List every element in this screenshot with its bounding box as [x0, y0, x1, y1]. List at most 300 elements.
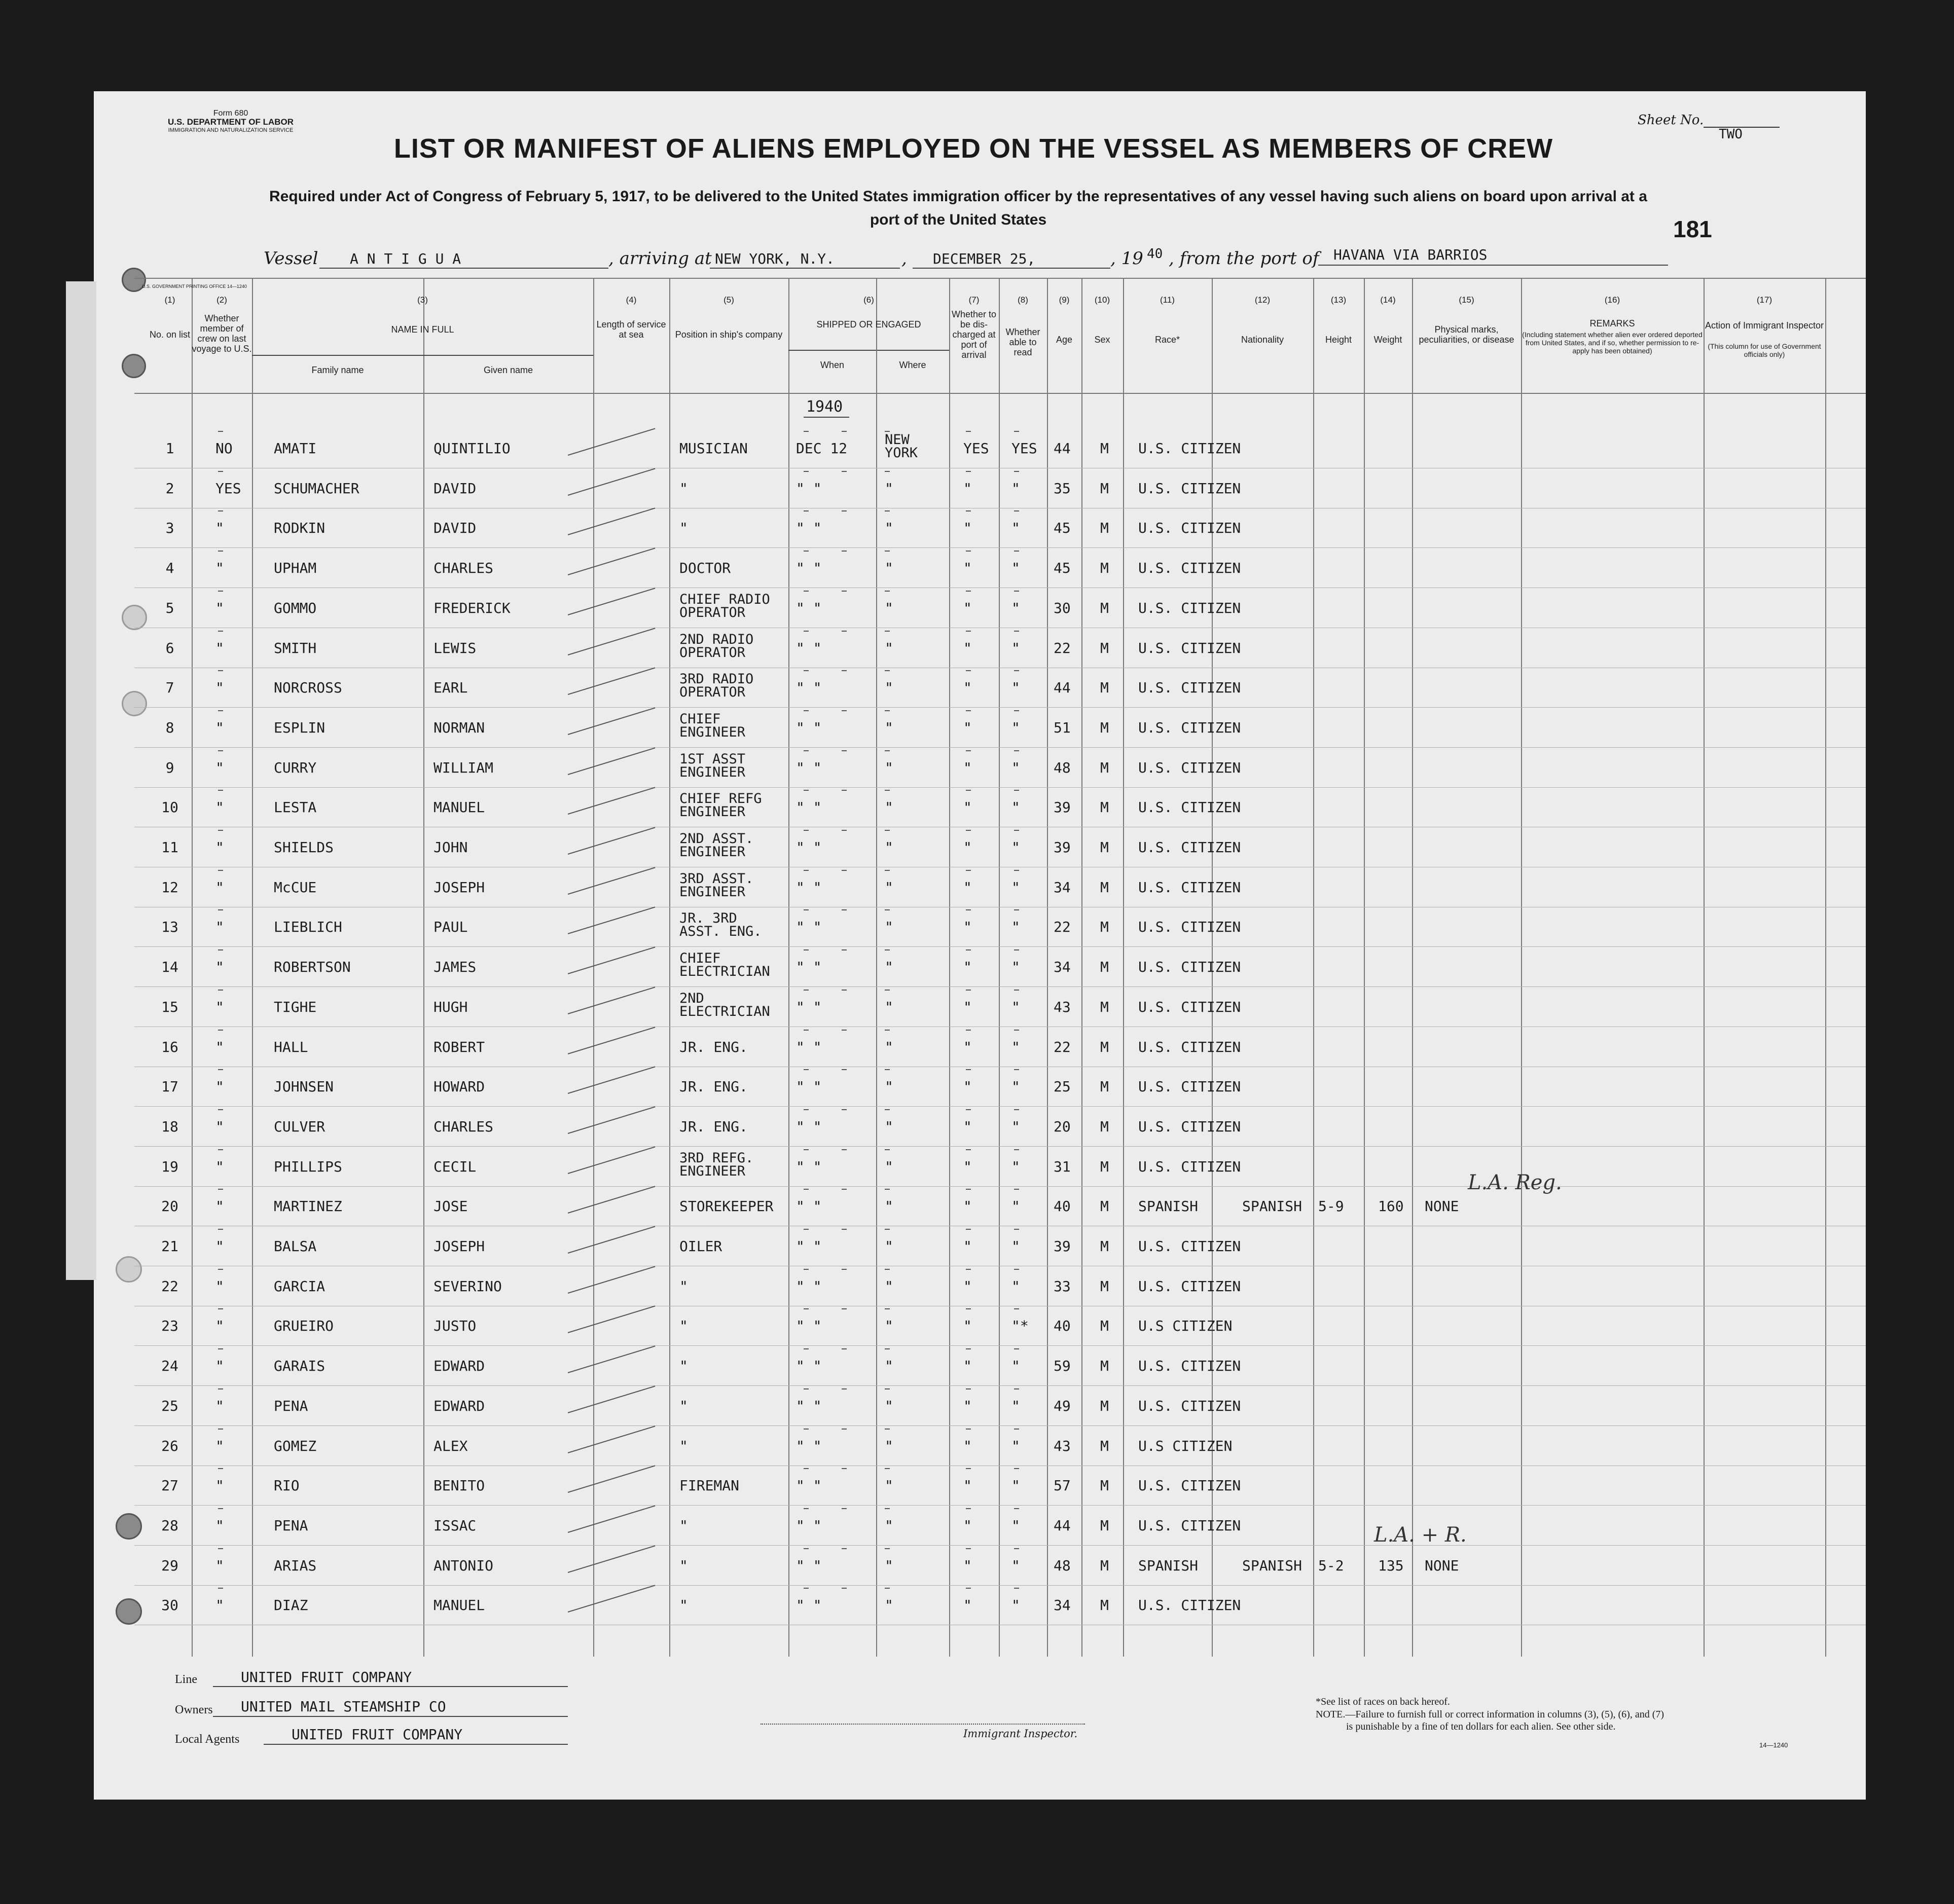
row-number: 7	[165, 679, 174, 697]
ditto-dash	[804, 909, 809, 910]
year-suffix: 40	[1147, 246, 1163, 262]
ditto-dash	[218, 1468, 223, 1469]
form-number: Form 680	[213, 109, 248, 118]
shipped-when: " "	[796, 878, 822, 896]
shipped-divider	[876, 350, 877, 393]
sex-value: M	[1100, 878, 1109, 896]
family-name: HALL	[274, 1038, 308, 1055]
column-rule	[876, 278, 877, 1657]
given-name: JOHN	[433, 839, 468, 856]
discharged-value: "	[963, 679, 972, 697]
column-rule	[1081, 278, 1082, 1657]
header-age: Age	[1056, 335, 1073, 345]
last-voyage-value: "	[215, 679, 224, 697]
ditto-dash	[804, 1269, 809, 1270]
position-value: 3RD RADIO OPERATOR	[679, 671, 754, 701]
ditto-dash	[1014, 1149, 1019, 1150]
inspector-label: Immigrant Inspector.	[963, 1728, 1078, 1740]
ditto-dash	[804, 1069, 809, 1070]
discharged-value: "	[963, 1477, 972, 1494]
shipped-where: "	[885, 1277, 893, 1295]
shipped-when: " "	[796, 1078, 822, 1095]
ditto-dash	[218, 949, 223, 950]
sex-value: M	[1100, 959, 1109, 976]
row-number: 11	[161, 839, 178, 856]
header-name-in-full: NAME IN FULL	[391, 324, 454, 335]
shipped-where: "	[885, 998, 893, 1015]
department-name: U.S. DEPARTMENT OF LABOR	[167, 117, 294, 127]
column-rule	[1364, 278, 1365, 1657]
position-value: 1ST ASST ENGINEER	[679, 751, 746, 780]
shipped-when: " "	[796, 520, 822, 537]
ditto-dash	[842, 670, 847, 671]
able-read-value: "	[1011, 480, 1020, 497]
given-name: HOWARD	[433, 1078, 485, 1095]
last-voyage-value: "	[215, 1158, 224, 1175]
given-name: EARL	[433, 679, 468, 697]
length-service-stroke	[568, 548, 656, 576]
given-name: SEVERINO	[433, 1277, 502, 1295]
discharged-value: "	[963, 959, 972, 976]
length-service-stroke	[568, 867, 656, 895]
ditto-dash	[804, 1588, 809, 1589]
position-value: "	[679, 1397, 688, 1414]
ditto-dash	[1014, 1069, 1019, 1070]
shipped-where: NEW YORK	[885, 432, 918, 461]
ditto-dash	[885, 551, 890, 552]
given-name: WILLIAM	[433, 759, 494, 776]
position-value: 2ND RADIO OPERATOR	[679, 631, 754, 661]
family-name: SCHUMACHER	[274, 480, 359, 497]
race-value: U.S. CITIZEN	[1138, 1597, 1241, 1614]
ditto-dash	[218, 1429, 223, 1430]
length-service-stroke	[568, 1226, 656, 1254]
row-number: 3	[165, 520, 174, 537]
race-value: U.S. CITIZEN	[1138, 998, 1241, 1015]
header-shipped: SHIPPED OR ENGAGED	[816, 319, 921, 329]
ditto-dash	[966, 1109, 971, 1110]
ditto-dash	[966, 1229, 971, 1230]
given-name: EDWARD	[433, 1397, 485, 1414]
position-value: "	[679, 1358, 688, 1375]
age-value: 20	[1054, 1118, 1071, 1135]
shipped-when: " "	[796, 1517, 822, 1534]
ditto-dash	[966, 1388, 971, 1389]
family-name: RIO	[274, 1477, 300, 1494]
ditto-dash	[842, 1189, 847, 1190]
last-voyage-value: "	[215, 1277, 224, 1295]
position-value: "	[679, 1517, 688, 1534]
header-weight: Weight	[1373, 335, 1402, 345]
column-number: (17)	[1756, 295, 1772, 305]
ditto-dash	[885, 1030, 890, 1031]
shipped-when: " "	[796, 1437, 822, 1454]
length-service-stroke	[568, 668, 656, 695]
from-port-label: , from the port of	[1169, 248, 1319, 269]
ditto-dash	[1014, 790, 1019, 791]
age-value: 43	[1054, 1437, 1071, 1454]
sex-value: M	[1100, 1238, 1109, 1255]
position-value: JR. ENG.	[679, 1078, 748, 1095]
family-name: ESPLIN	[274, 719, 325, 736]
ditto-dash	[842, 1348, 847, 1349]
ditto-dash	[218, 909, 223, 910]
sex-value: M	[1100, 599, 1109, 616]
ditto-dash	[966, 1429, 971, 1430]
able-read-value: "	[1011, 1517, 1020, 1534]
able-read-value: YES	[1011, 440, 1037, 457]
shipped-when: " "	[796, 1317, 822, 1335]
race-value: U.S. CITIZEN	[1138, 560, 1241, 577]
owners-underline	[213, 1716, 568, 1717]
shipped-header-rule	[788, 350, 949, 351]
ditto-dash	[842, 1269, 847, 1270]
shipped-where: "	[885, 1078, 893, 1095]
row-number: 2	[165, 480, 174, 497]
header-bottom-rule	[134, 393, 1866, 394]
position-value: "	[679, 480, 688, 497]
race-value: U.S. CITIZEN	[1138, 520, 1241, 537]
ditto-dash	[966, 1149, 971, 1150]
shipped-when: " "	[796, 1038, 822, 1055]
sex-value: M	[1100, 1557, 1109, 1574]
ditto-dash	[966, 830, 971, 831]
shipped-when: " "	[796, 639, 822, 656]
name-header-rule	[252, 355, 593, 356]
ditto-dash	[885, 909, 890, 910]
discharged-value: "	[963, 1317, 972, 1335]
discharged-value: "	[963, 1198, 972, 1215]
arriving-label: , arriving at	[608, 248, 712, 269]
row-rule	[134, 747, 1866, 748]
ditto-dash	[842, 870, 847, 871]
ditto-dash	[842, 1508, 847, 1509]
discharged-value: "	[963, 1597, 972, 1614]
sex-value: M	[1100, 440, 1109, 457]
length-service-stroke	[568, 508, 656, 536]
last-voyage-value: YES	[215, 480, 241, 497]
last-voyage-value: NO	[215, 440, 233, 457]
shipped-where: "	[885, 480, 893, 497]
shipped-where: "	[885, 878, 893, 896]
date-underline	[913, 268, 1110, 269]
row-number: 4	[165, 560, 174, 577]
race-value: U.S. CITIZEN	[1138, 1477, 1241, 1494]
race-value: U.S. CITIZEN	[1138, 1078, 1241, 1095]
ditto-dash	[804, 1508, 809, 1509]
position-value: CHIEF REFG ENGINEER	[679, 791, 762, 820]
shipped-where: "	[885, 1517, 893, 1534]
shipped-when: " "	[796, 1597, 822, 1614]
able-read-value: "	[1011, 719, 1020, 736]
family-name: UPHAM	[274, 560, 317, 577]
last-voyage-value: "	[215, 1437, 224, 1454]
sex-value: M	[1100, 1198, 1109, 1215]
age-value: 34	[1054, 1597, 1071, 1614]
ditto-dash	[218, 1030, 223, 1031]
header-remarks-sub: (Including statement whether alien ever ordered deported from United States, and if so, whether permission to re-apply has been obtained)	[1522, 331, 1703, 355]
age-value: 57	[1054, 1477, 1071, 1494]
ditto-dash	[1014, 591, 1019, 592]
sex-value: M	[1100, 679, 1109, 697]
shipped-where: "	[885, 1437, 893, 1454]
discharged-value: "	[963, 639, 972, 656]
discharged-value: "	[963, 560, 972, 577]
row-number: 21	[161, 1238, 178, 1255]
column-number: (4)	[626, 295, 637, 305]
age-value: 34	[1054, 959, 1071, 976]
ditto-dash	[842, 949, 847, 950]
given-name: CHARLES	[433, 560, 494, 577]
shipped-where: "	[885, 560, 893, 577]
family-name: PHILLIPS	[274, 1158, 342, 1175]
header-race: Race*	[1154, 335, 1180, 345]
discharged-value: "	[963, 1277, 972, 1295]
header-height: Height	[1325, 335, 1352, 345]
last-voyage-value: "	[215, 1038, 224, 1055]
age-value: 59	[1054, 1358, 1071, 1375]
last-voyage-value: "	[215, 1317, 224, 1335]
column-rule	[788, 278, 789, 1657]
column-number: (10)	[1094, 295, 1110, 305]
ditto-dash	[885, 631, 890, 632]
sex-value: M	[1100, 919, 1109, 936]
ditto-dash	[218, 710, 223, 711]
row-number: 1	[165, 440, 174, 457]
ditto-dash	[1014, 471, 1019, 472]
discharged-value: YES	[963, 440, 989, 457]
form-code: 14—1240	[1759, 1741, 1788, 1749]
family-name: ROBERTSON	[274, 959, 351, 976]
ditto-dash	[885, 870, 890, 871]
family-name: PENA	[274, 1517, 308, 1534]
row-rule	[134, 986, 1866, 987]
row-rule	[134, 1585, 1866, 1586]
row-number: 27	[161, 1477, 178, 1494]
ditto-dash	[842, 1109, 847, 1110]
ditto-dash	[218, 1149, 223, 1150]
height-value: 5-2	[1318, 1557, 1344, 1574]
ditto-dash	[218, 551, 223, 552]
race-value: U.S. CITIZEN	[1138, 1118, 1241, 1135]
last-voyage-value: "	[215, 1397, 224, 1414]
page-title: LIST OR MANIFEST OF ALIENS EMPLOYED ON THE VESSEL AS MEMBERS OF CREW	[393, 133, 1553, 164]
column-number: (3)	[417, 295, 428, 305]
ditto-dash	[1014, 830, 1019, 831]
column-rule	[1047, 278, 1048, 1657]
last-voyage-value: "	[215, 1078, 224, 1095]
last-voyage-value: "	[215, 998, 224, 1015]
ditto-dash	[804, 1030, 809, 1031]
ditto-dash	[885, 1468, 890, 1469]
given-name: DAVID	[433, 480, 477, 497]
ditto-dash	[885, 710, 890, 711]
ditto-dash	[1014, 710, 1019, 711]
ditto-dash	[885, 750, 890, 751]
race-value: SPANISH	[1138, 1198, 1199, 1215]
penalty-note: NOTE.—Failure to furnish full or correct information in columns (3), (5), (6), and (7)	[1316, 1709, 1664, 1720]
age-value: 40	[1054, 1317, 1071, 1335]
arrival-date: DECEMBER 25,	[933, 250, 1036, 267]
shipped-where: "	[885, 1038, 893, 1055]
given-name: LEWIS	[433, 639, 477, 656]
shipped-where: "	[885, 520, 893, 537]
ditto-dash	[885, 1229, 890, 1230]
row-number: 25	[161, 1397, 178, 1414]
ditto-dash	[804, 591, 809, 592]
race-value: U.S. CITIZEN	[1138, 878, 1241, 896]
shipped-where: "	[885, 759, 893, 776]
age-value: 22	[1054, 919, 1071, 936]
column-rule	[669, 278, 670, 1657]
shipped-year: 1940	[806, 398, 843, 416]
shipped-where: "	[885, 1477, 893, 1494]
ditto-dash	[966, 710, 971, 711]
family-name: GRUEIRO	[274, 1317, 334, 1335]
header-last-voyage: Whether member of crew on last voyage to U.S.	[192, 313, 252, 354]
able-read-value: "	[1011, 959, 1020, 976]
last-voyage-value: "	[215, 1477, 224, 1494]
ditto-dash	[885, 1508, 890, 1509]
race-value: U.S. CITIZEN	[1138, 799, 1241, 816]
ditto-dash	[885, 1388, 890, 1389]
sex-value: M	[1100, 998, 1109, 1015]
race-value: SPANISH	[1138, 1557, 1199, 1574]
ditto-dash	[218, 790, 223, 791]
race-value: U.S. CITIZEN	[1138, 1397, 1241, 1414]
ditto-dash	[218, 750, 223, 751]
ditto-dash	[966, 909, 971, 910]
ditto-dash	[842, 1388, 847, 1389]
header-where: Where	[899, 360, 926, 370]
shipped-where: "	[885, 599, 893, 616]
given-name: QUINTILIO	[433, 440, 511, 457]
able-read-value: "	[1011, 1557, 1020, 1574]
race-value: U.S. CITIZEN	[1138, 599, 1241, 616]
ditto-dash	[885, 830, 890, 831]
family-name: TIGHE	[274, 998, 317, 1015]
sheet-label: Sheet No.	[1638, 113, 1704, 128]
ditto-dash	[804, 1348, 809, 1349]
last-voyage-value: "	[215, 520, 224, 537]
discharged-value: "	[963, 599, 972, 616]
ditto-dash	[885, 1149, 890, 1150]
age-value: 44	[1054, 679, 1071, 697]
ditto-dash	[218, 1388, 223, 1389]
family-name: LIEBLICH	[274, 919, 342, 936]
race-value: U.S. CITIZEN	[1138, 759, 1241, 776]
column-number: (15)	[1459, 295, 1474, 305]
position-value: MUSICIAN	[679, 440, 748, 457]
age-value: 48	[1054, 759, 1071, 776]
row-number: 8	[165, 719, 174, 736]
length-service-stroke	[568, 1146, 656, 1174]
handwritten-note: L.A. Reg.	[1468, 1171, 1562, 1194]
able-read-value: "	[1011, 839, 1020, 856]
row-number: 10	[161, 799, 178, 816]
arrival-underline	[710, 268, 900, 269]
age-value: 44	[1054, 1517, 1071, 1534]
column-rule	[1412, 278, 1413, 1657]
length-service-stroke	[568, 747, 656, 775]
given-name: JOSEPH	[433, 1238, 485, 1255]
able-read-value: "	[1011, 1118, 1020, 1135]
comma-separator: ,	[901, 248, 907, 269]
family-name: LESTA	[274, 799, 317, 816]
column-rule	[1704, 278, 1705, 1657]
ditto-dash	[885, 1308, 890, 1309]
ditto-dash	[804, 750, 809, 751]
shipped-when: " "	[796, 799, 822, 816]
ditto-dash	[966, 990, 971, 991]
race-value: U.S. CITIZEN	[1138, 440, 1241, 457]
age-value: 39	[1054, 1238, 1071, 1255]
header-no-on-list: No. on list	[149, 329, 191, 340]
ditto-dash	[842, 790, 847, 791]
last-voyage-value: "	[215, 1118, 224, 1135]
ditto-dash	[885, 790, 890, 791]
shipped-where: "	[885, 1158, 893, 1175]
family-name: GARCIA	[274, 1277, 325, 1295]
able-read-value: "	[1011, 1078, 1020, 1095]
family-name: CULVER	[274, 1118, 325, 1135]
position-value: CHIEF RADIO OPERATOR	[679, 591, 770, 620]
ditto-dash	[1014, 909, 1019, 910]
age-value: 33	[1054, 1277, 1071, 1295]
ditto-dash	[966, 631, 971, 632]
ditto-dash	[1014, 750, 1019, 751]
handwritten-note: L.A. + R.	[1374, 1523, 1467, 1547]
shipped-when: " "	[796, 1397, 822, 1414]
row-rule	[134, 1505, 1866, 1506]
ditto-dash	[966, 1468, 971, 1469]
discharged-value: "	[963, 919, 972, 936]
ditto-dash	[885, 431, 890, 432]
given-name: CHARLES	[433, 1118, 494, 1135]
ditto-dash	[1014, 1348, 1019, 1349]
ditto-dash	[842, 1429, 847, 1430]
given-name: ALEX	[433, 1437, 468, 1454]
row-rule	[134, 707, 1866, 708]
sex-value: M	[1100, 1517, 1109, 1534]
ditto-dash	[218, 670, 223, 671]
family-name: DIAZ	[274, 1597, 308, 1614]
row-number: 28	[161, 1517, 178, 1534]
length-service-stroke	[568, 947, 656, 975]
able-read-value: "	[1011, 1597, 1020, 1614]
ditto-dash	[842, 1548, 847, 1549]
row-rule	[134, 547, 1866, 548]
owners-value: UNITED MAIL STEAMSHIP CO	[241, 1698, 446, 1715]
last-voyage-value: "	[215, 599, 224, 616]
column-rule	[1313, 278, 1314, 1657]
ditto-dash	[842, 830, 847, 831]
races-note: *See list of races on back hereof.	[1316, 1696, 1450, 1707]
vessel-name: A N T I G U A	[350, 250, 461, 267]
family-name: AMATI	[274, 440, 317, 457]
last-voyage-value: "	[215, 1517, 224, 1534]
ditto-dash	[218, 1229, 223, 1230]
height-value: 5-9	[1318, 1198, 1344, 1215]
able-read-value: "	[1011, 560, 1020, 577]
ditto-dash	[885, 1109, 890, 1110]
able-read-value: "	[1011, 1277, 1020, 1295]
header-length-service: Length of service at sea	[596, 319, 666, 340]
ditto-dash	[1014, 551, 1019, 552]
ditto-dash	[218, 431, 223, 432]
ditto-dash	[218, 1548, 223, 1549]
ditto-dash	[966, 670, 971, 671]
